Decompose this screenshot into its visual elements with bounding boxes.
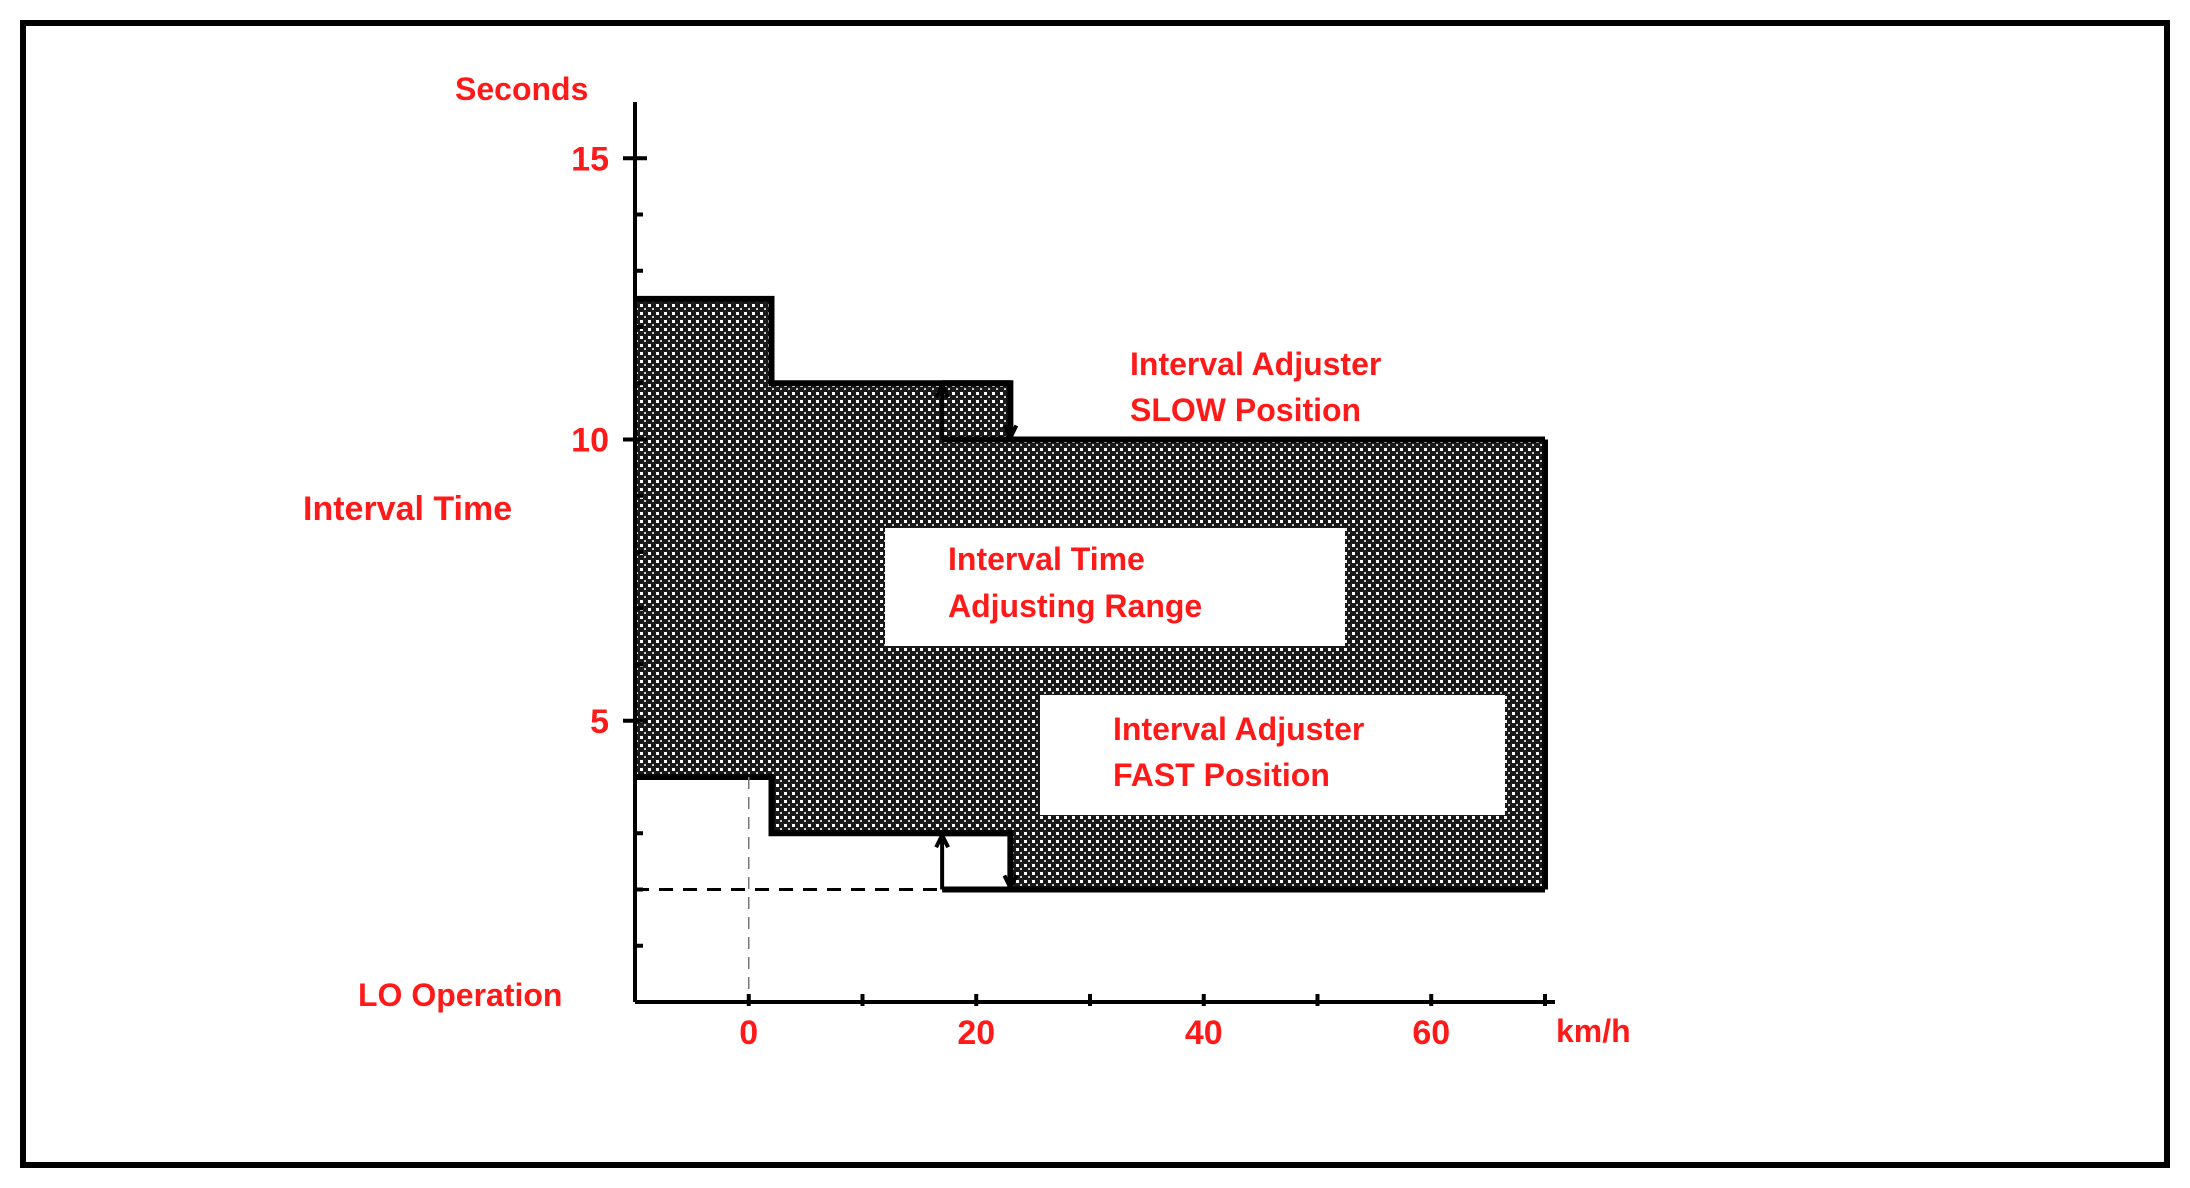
range-annotation-line1: Interval Time [948,541,1145,577]
y-tick-label: 15 [571,140,609,179]
y-axis-title: Interval Time [303,490,513,528]
y-tick-label: 5 [590,702,609,741]
y-tick-label: 10 [571,421,609,460]
x-tick-label: 40 [1184,1014,1223,1052]
fast-annotation-line2: FAST Position [1113,757,1330,793]
y-unit-label: Seconds [455,71,589,107]
x-tick-label: 0 [739,1014,759,1052]
lo-operation-label: LO Operation [358,977,563,1013]
range-annotation-line2: Adjusting Range [948,588,1203,624]
x-unit-label: km/h [1556,1013,1631,1049]
slow-annotation-line2: SLOW Position [1130,392,1362,428]
slow-annotation-line1: Interval Adjuster [1130,346,1382,382]
fast-annotation-line1: Interval Adjuster [1113,711,1365,747]
x-tick-label: 20 [957,1014,996,1052]
x-tick-label: 60 [1412,1014,1451,1052]
